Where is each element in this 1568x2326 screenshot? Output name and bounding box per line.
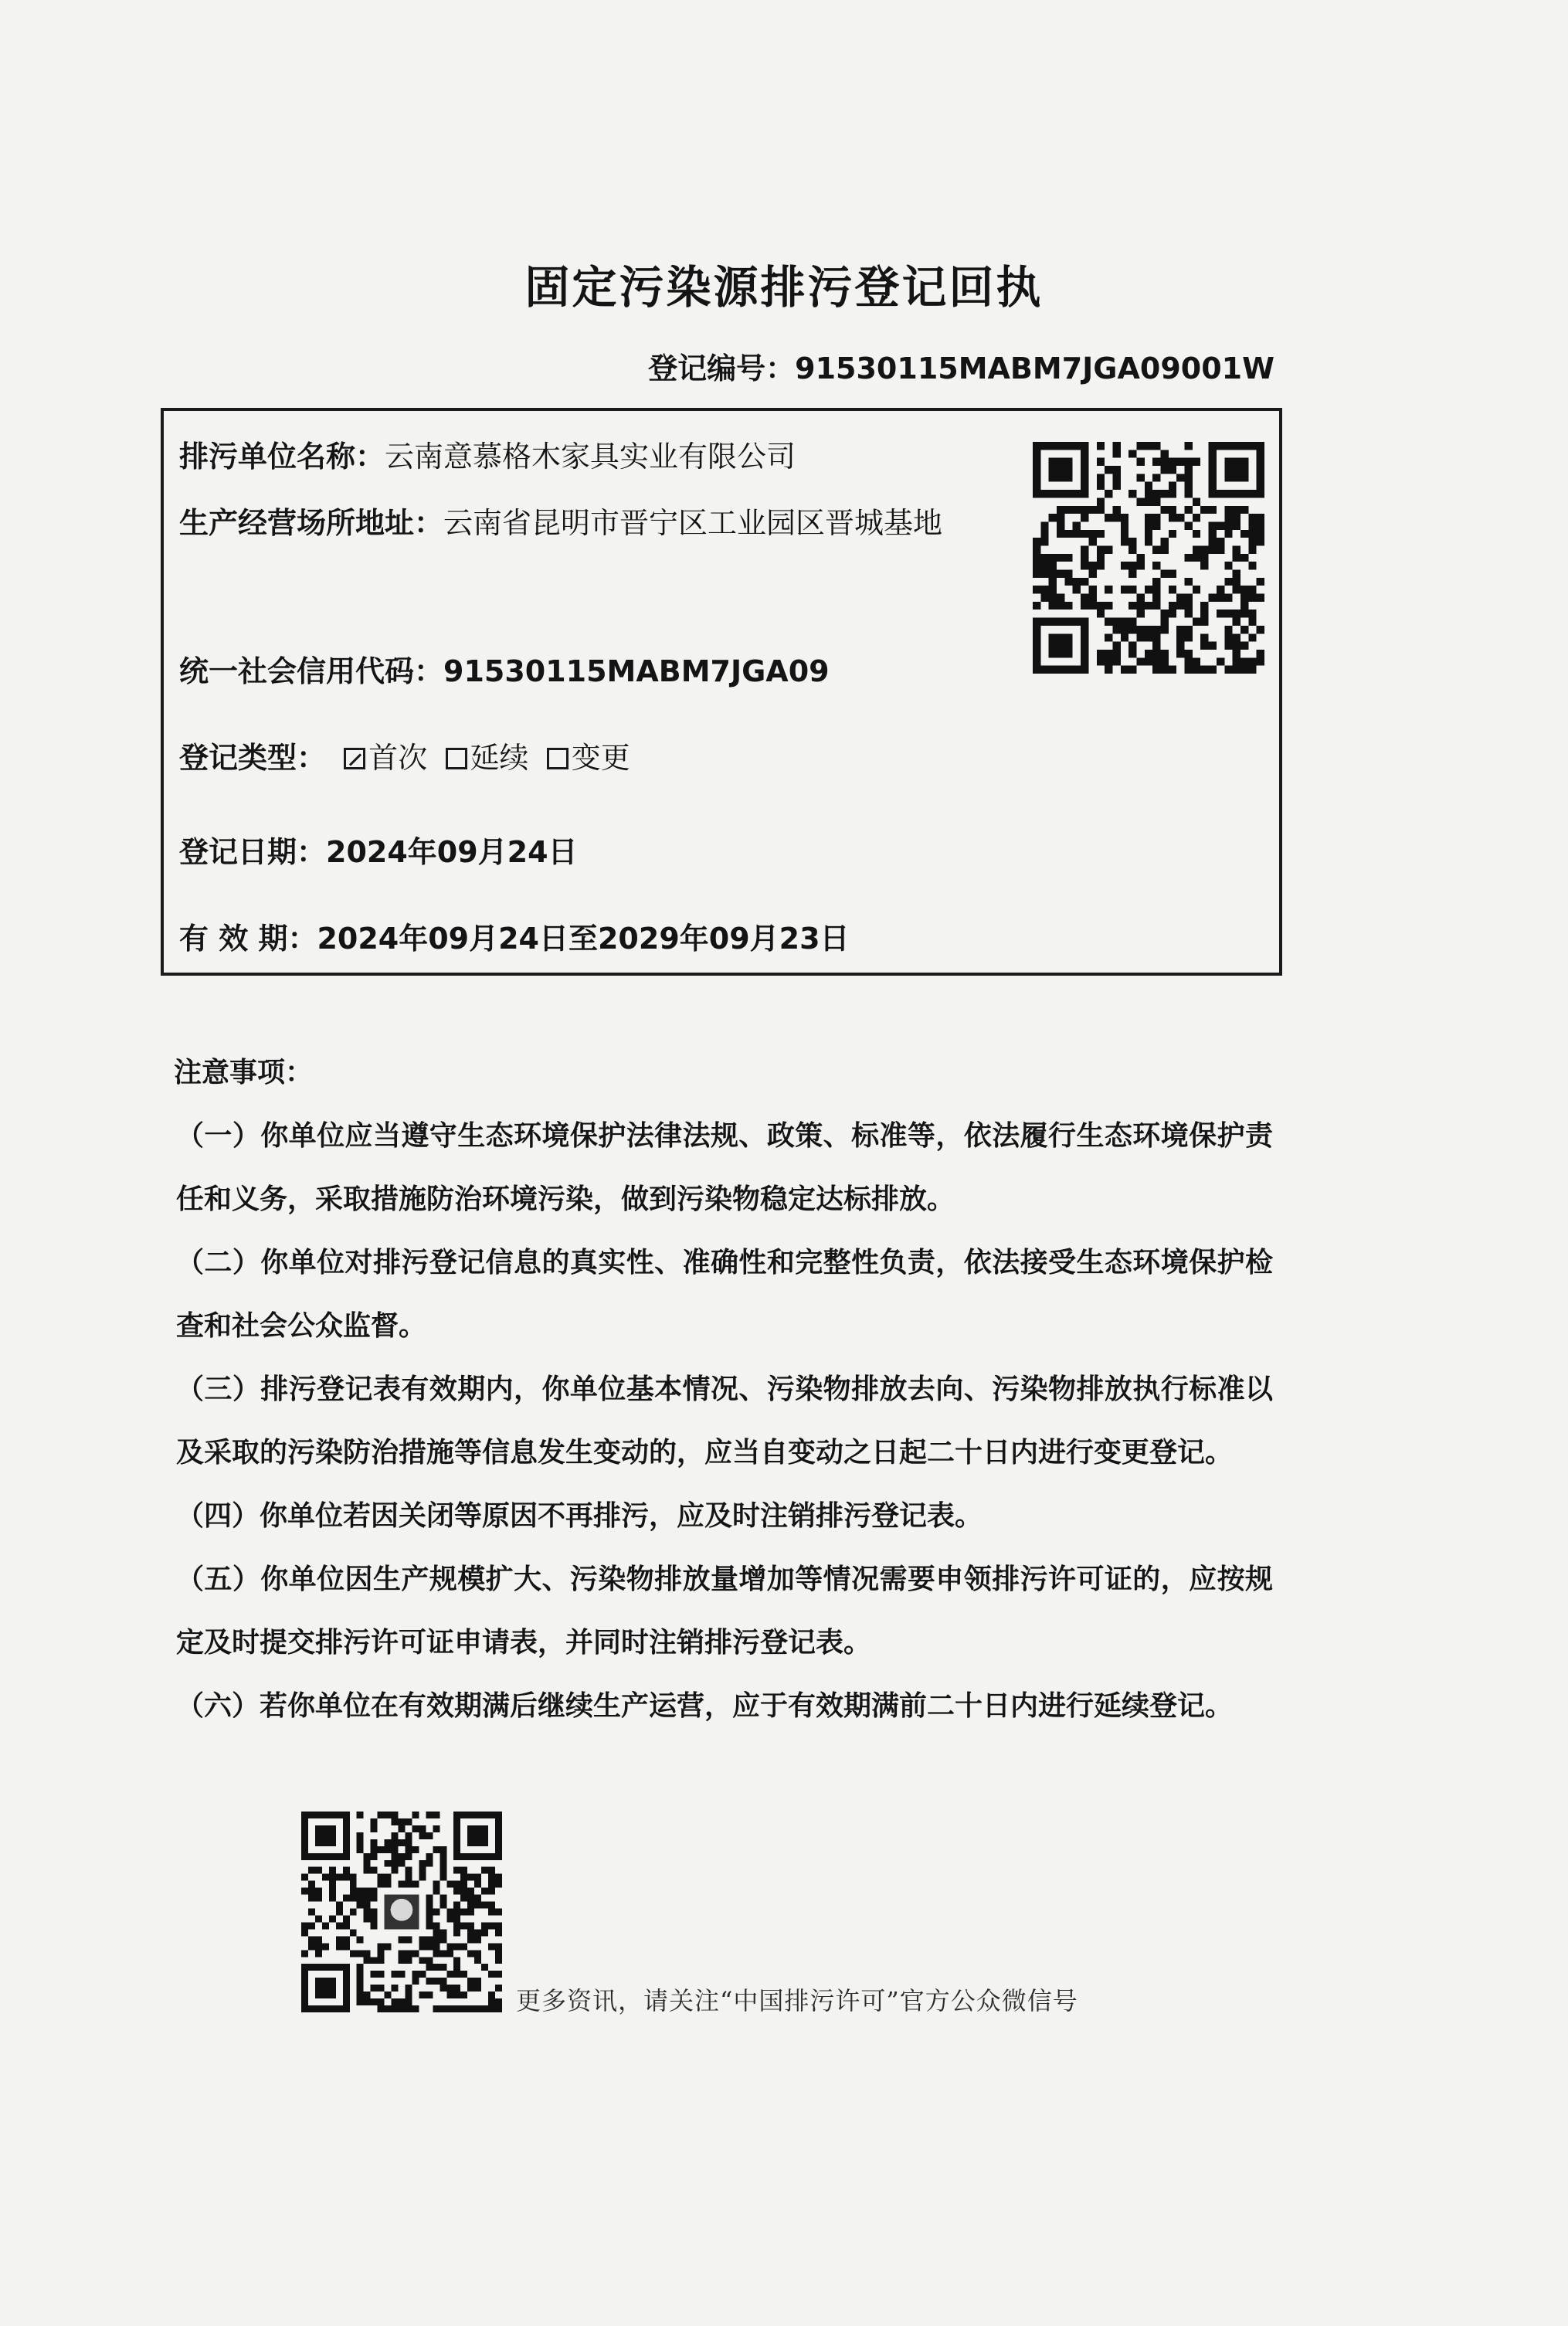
registration-number (648, 345, 1274, 387)
renewal-option-label: 延续 (470, 741, 529, 775)
qr-code-icon[interactable] (1033, 442, 1264, 674)
note-item-6: （六）若你单位在有效期满后继续生产运营，应于有效期满前二十日内进行延续登记。 (176, 1690, 1234, 1722)
registration-type-row (179, 734, 630, 776)
page-title: 固定污染源排污登记回执 (524, 261, 1044, 314)
registration-date-row (179, 828, 578, 871)
unit-name-value: 云南意慕格木家具实业有限公司 (385, 440, 796, 474)
footer-note: 更多资讯，请关注“中国排污许可”官方公众微信号 (516, 1986, 1078, 2015)
note-item-4: （四）你单位若因关闭等原因不再排污，应及时注销排污登记表。 (176, 1500, 983, 1532)
validity-label: 有 效 期： (179, 922, 317, 956)
registration-number-label: 登记编号： (648, 351, 796, 385)
note-item-3: （三）排污登记表有效期内，你单位基本情况、污染物排放去向、污染物排放执行标准以及采取的污染防治措施等信息发生变动的，应当自变动之日起二十日内进行变更登记。 (176, 1374, 1273, 1469)
unit-name-row (179, 433, 796, 475)
change-checkbox[interactable] (547, 748, 568, 769)
registration-info-box (161, 408, 1282, 976)
registration-number-value: 91530115MABM7JGA09001W (795, 351, 1274, 385)
note-item-1: （一）你单位应当遵守生态环境保护法律法规、政策、标准等，依法履行生态环境保护责任和义务，采取措施防治环境污染，做到污染物稳定达标排放。 (176, 1120, 1273, 1215)
renewal-checkbox[interactable] (446, 748, 467, 769)
first-time-option-label: 首次 (368, 741, 428, 775)
note-item-2: （二）你单位对排污登记信息的真实性、准确性和完整性负责，依法接受生态环境保护检查和社会公众监督。 (176, 1247, 1273, 1342)
registration-date-value: 2024年09月24日 (326, 835, 578, 869)
credit-code-label: 统一社会信用代码： (179, 654, 444, 688)
first-time-checkbox[interactable] (344, 748, 365, 769)
registration-type-label: 登记类型： (179, 741, 327, 775)
address-label: 生产经营场所地址： (179, 506, 444, 540)
change-option-label: 变更 (571, 741, 630, 775)
unit-name-label: 排污单位名称： (179, 440, 385, 474)
credit-code-row (179, 647, 830, 690)
note-item-5: （五）你单位因生产规模扩大、污染物排放量增加等情况需要申领排污许可证的，应按规定及时提交排污许可证申请表，并同时注销排污登记表。 (176, 1564, 1273, 1659)
notes-list (176, 1105, 1273, 1738)
address-value: 云南省昆明市晋宁区工业园区晋城基地 (443, 506, 943, 540)
validity-value: 2024年09月24日至2029年09月23日 (317, 922, 850, 956)
notes-heading: 注意事项： (174, 1057, 314, 1088)
address-row (179, 491, 998, 555)
credit-code-value: 91530115MABM7JGA09 (443, 654, 830, 688)
registration-date-label: 登记日期： (179, 835, 327, 869)
wechat-qr-code-icon[interactable] (301, 1812, 502, 2012)
validity-row (179, 915, 850, 957)
